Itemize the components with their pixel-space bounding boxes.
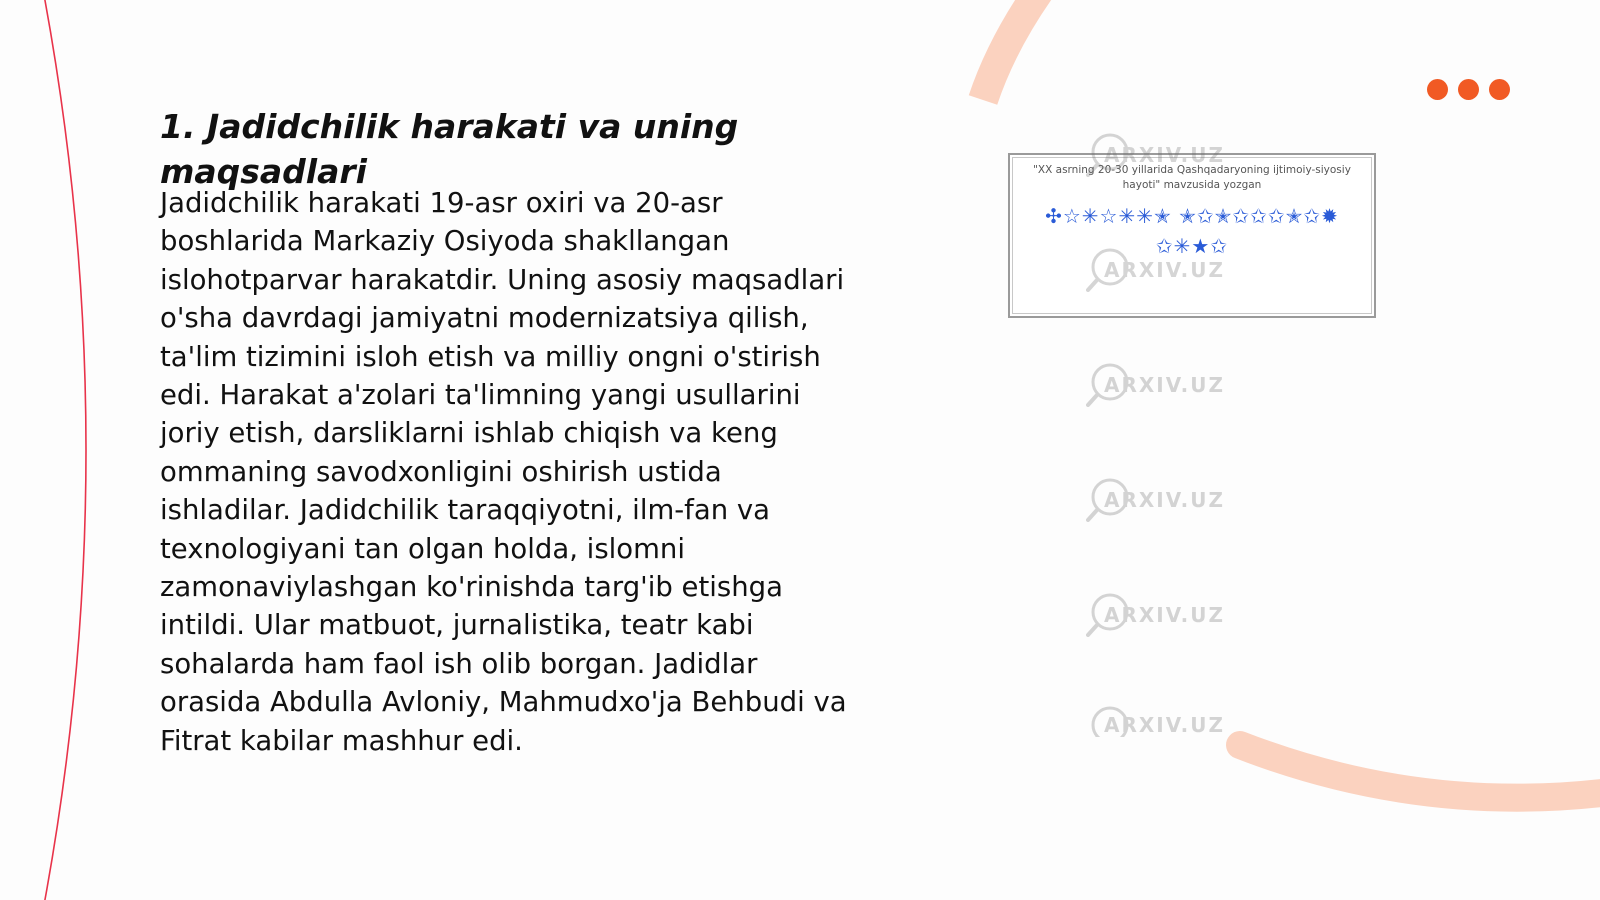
- bottom-orange-arc: [1240, 745, 1600, 798]
- watermark-text: ARXIV.UZ: [1104, 143, 1225, 167]
- slide-title: 1. Jadidchilik harakati va uning maqsadlari: [160, 107, 739, 191]
- thumbnail-caption: "XX asrning 20-30 yillarida Qashqadaryoning ijtimoiy-siyosiy hayoti" mavzusida yozgan: [1033, 164, 1351, 191]
- watermark-text: ARXIV.UZ: [1104, 488, 1225, 512]
- watermark-text: ARXIV.UZ: [1104, 258, 1225, 282]
- watermark-text: ARXIV.UZ: [1104, 373, 1225, 397]
- watermark: [1084, 590, 1225, 640]
- left-curve: [44, 0, 86, 900]
- watermark: [1084, 360, 1225, 410]
- three-dots-icon: [1427, 79, 1510, 100]
- thumbnail-stars: ✣☆✳☆✳✳✭ ✭✩✭✩✩✩✭✩✹ ✩✳★✩: [1045, 204, 1339, 258]
- dot: [1427, 79, 1448, 100]
- slide-body-text: Jadidchilik harakati 19-asr oxiri va 20-asr boshlarida Markaziy Osiyoda shakllangan islohotparvar harakatdir. Uning asosiy maqsadlari o'sha davrdagi jamiyatni modernizatsiya qilish, ta'lim tizimini isloh etish va milliy ongni o'stirish edi. Harakat a'zolari ta'limning yangi usullarini joriy etish, darsliklarni ishlab chiqish va keng ommaning savodxonligini oshirish ustida ishladilar. Jadidchilik taraqqiyotni, ilm-fan va texnologiyani tan olgan holda, islomni zamonaviylashgan ko'rinishda targ'ib etishga intildi. Ular matbuot, jurnalistika, teatr kabi sohalarda ham faol ish olib borgan. Jadidlar orasida Abdulla Avloniy, Mahmudxo'ja Behbudi va Fitrat kabilar mashhur edi.: [160, 187, 847, 757]
- watermark-text: ARXIV.UZ: [1104, 713, 1225, 737]
- dot: [1489, 79, 1510, 100]
- watermark: [1084, 703, 1225, 737]
- watermark: [1084, 245, 1225, 295]
- watermark-text: ARXIV.UZ: [1104, 603, 1225, 627]
- watermark: [1084, 130, 1225, 180]
- top-orange-arc: [983, 0, 1047, 100]
- dot: [1458, 79, 1479, 100]
- watermark: [1084, 475, 1225, 525]
